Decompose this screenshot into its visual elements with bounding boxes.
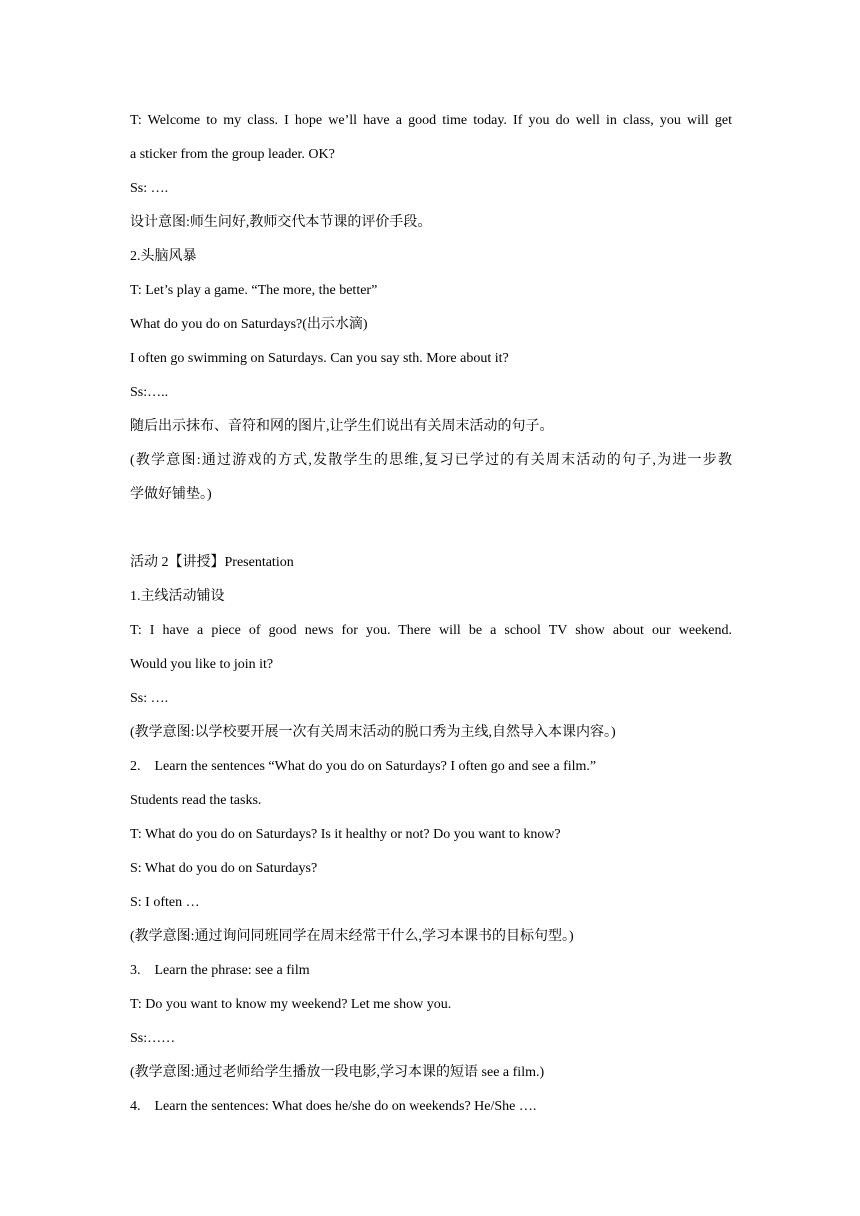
text-line: What do you do on Saturdays?(出示水滴)	[130, 317, 368, 332]
list-item: 4. Learn the sentences: What does he/she do on weekends? He/She ….	[130, 1099, 537, 1114]
text-line: Students read the tasks.	[130, 793, 262, 808]
text-line: a sticker from the group leader. OK?	[130, 147, 335, 162]
text-line: Ss:……	[130, 1031, 176, 1046]
text-line: (教学意图:以学校要开展一次有关周末活动的脱口秀为主线,自然导入本课内容。)	[130, 725, 616, 740]
text-line: (教学意图:通过询问同班同学在周末经常干什么,学习本课书的目标句型。)	[130, 929, 574, 944]
text-line: (教学意图:通过老师给学生播放一段电影,学习本课的短语 see a film.)	[130, 1065, 545, 1080]
text-line: I often go swimming on Saturdays. Can you say sth. More about it?	[130, 351, 509, 366]
section-heading: 2.头脑风暴	[130, 249, 197, 264]
text-line: (教学意图:通过游戏的方式,发散学生的思维,复习已学过的有关周末活动的句子,为进一步教	[130, 453, 732, 468]
text-line: T: Let’s play a game. “The more, the better”	[130, 283, 378, 298]
document-page	[130, 104, 732, 1124]
text-line: 随后出示抹布、音符和网的图片,让学生们说出有关周末活动的句子。	[130, 419, 554, 434]
text-line: Ss:…..	[130, 385, 169, 400]
text-line: 学做好铺垫。)	[130, 487, 212, 502]
text-line: T: I have a piece of good news for you. There will be a school TV show about our weekend.	[130, 623, 732, 638]
paragraph-gap	[130, 512, 732, 546]
list-item: 2. Learn the sentences “What do you do on Saturdays? I often go and see a film.”	[130, 759, 597, 774]
text-line: 设计意图:师生问好,教师交代本节课的评价手段。	[130, 215, 432, 230]
text-line: Ss: ….	[130, 691, 169, 706]
section-heading: 1.主线活动铺设	[130, 589, 225, 604]
text-line: T: Welcome to my class. I hope we’ll have a good time today. If you do well in class, you will get	[130, 113, 732, 128]
text-line: Would you like to join it?	[130, 657, 274, 672]
activity-heading: 活动 2【讲授】Presentation	[130, 555, 294, 570]
text-line: T: Do you want to know my weekend? Let me show you.	[130, 997, 452, 1012]
text-line: S: What do you do on Saturdays?	[130, 861, 318, 876]
text-line: T: What do you do on Saturdays? Is it healthy or not? Do you want to know?	[130, 827, 561, 842]
text-line: Ss: ….	[130, 181, 169, 196]
text-line: S: I often …	[130, 895, 200, 910]
list-item: 3. Learn the phrase: see a film	[130, 963, 310, 978]
